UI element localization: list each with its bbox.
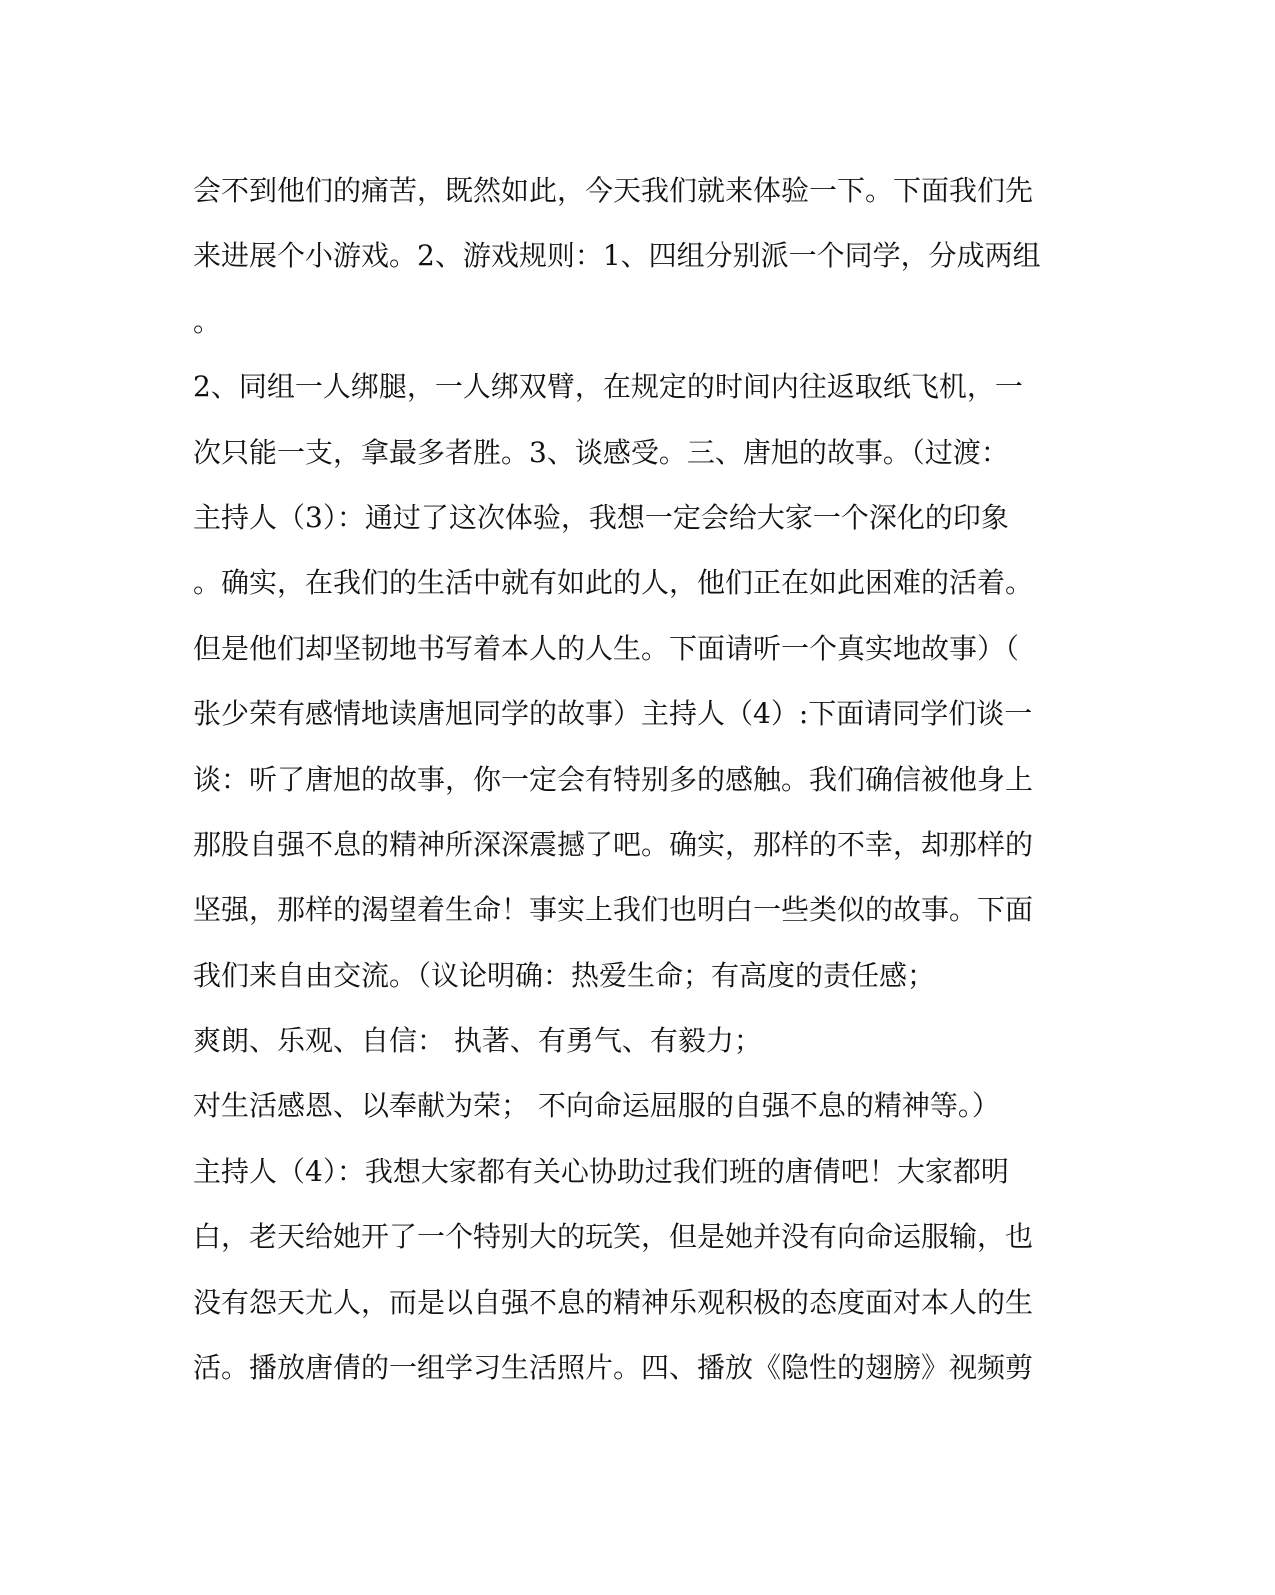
text-line: 没有怨天尤人，而是以自强不息的精神乐观积极的态度面对本人的生: [193, 1285, 1034, 1319]
text-line: 坚强，那样的渴望着生命！事实上我们也明白一些类似的故事。下面: [193, 893, 1034, 927]
text-line: 次只能一支，拿最多者胜。3、谈感受。三、唐旭的故事。（过渡：: [193, 435, 1009, 469]
text-line: 活。播放唐倩的一组学习生活照片。四、播放《隐性的翅膀》视频剪: [193, 1351, 1034, 1385]
text-line: 白，老天给她开了一个特别大的玩笑，但是她并没有向命运服输，也: [193, 1220, 1034, 1254]
body-text: [193, 158, 1063, 1400]
text-line: 。: [193, 304, 222, 338]
text-line: 那股自强不息的精神所深深震撼了吧。确实，那样的不幸，却那样的: [193, 827, 1034, 861]
text-line: 主持人（3）：通过了这次体验，我想一定会给大家一个深化的印象: [193, 500, 1009, 534]
text-line: 张少荣有感情地读唐旭同学的故事）主持人（4）:下面请同学们谈一: [193, 697, 1033, 731]
text-line: 谈：听了唐旭的故事，你一定会有特别多的感触。我们确信被他身上: [193, 762, 1034, 796]
text-line: 。确实，在我们的生活中就有如此的人，他们正在如此困难的活着。: [193, 566, 1034, 600]
text-line: 2、同组一人绑腿，一人绑双臂，在规定的时间内往返取纸飞机，一: [193, 370, 1023, 404]
text-line: 但是他们却坚韧地书写着本人的人生。下面请听一个真实地故事）（: [193, 631, 1020, 665]
text-line: 对生活感恩、以奉献为荣； 不向命运屈服的自强不息的精神等。）: [193, 1089, 1000, 1123]
text-line: 来进展个小游戏。2、游戏规则：1、四组分别派一个同学，分成两组: [193, 239, 1041, 273]
text-line: 会不到他们的痛苦，既然如此，今天我们就来体验一下。下面我们先: [193, 174, 1034, 207]
text-line: 主持人（4）：我想大家都有关心协助过我们班的唐倩吧！大家都明: [193, 1154, 1009, 1188]
text-line: 我们来自由交流。（议论明确：热爱生命；有高度的责任感；: [193, 958, 936, 992]
text-line: 爽朗、乐观、自信： 执著、有勇气、有毅力；: [193, 1024, 762, 1058]
